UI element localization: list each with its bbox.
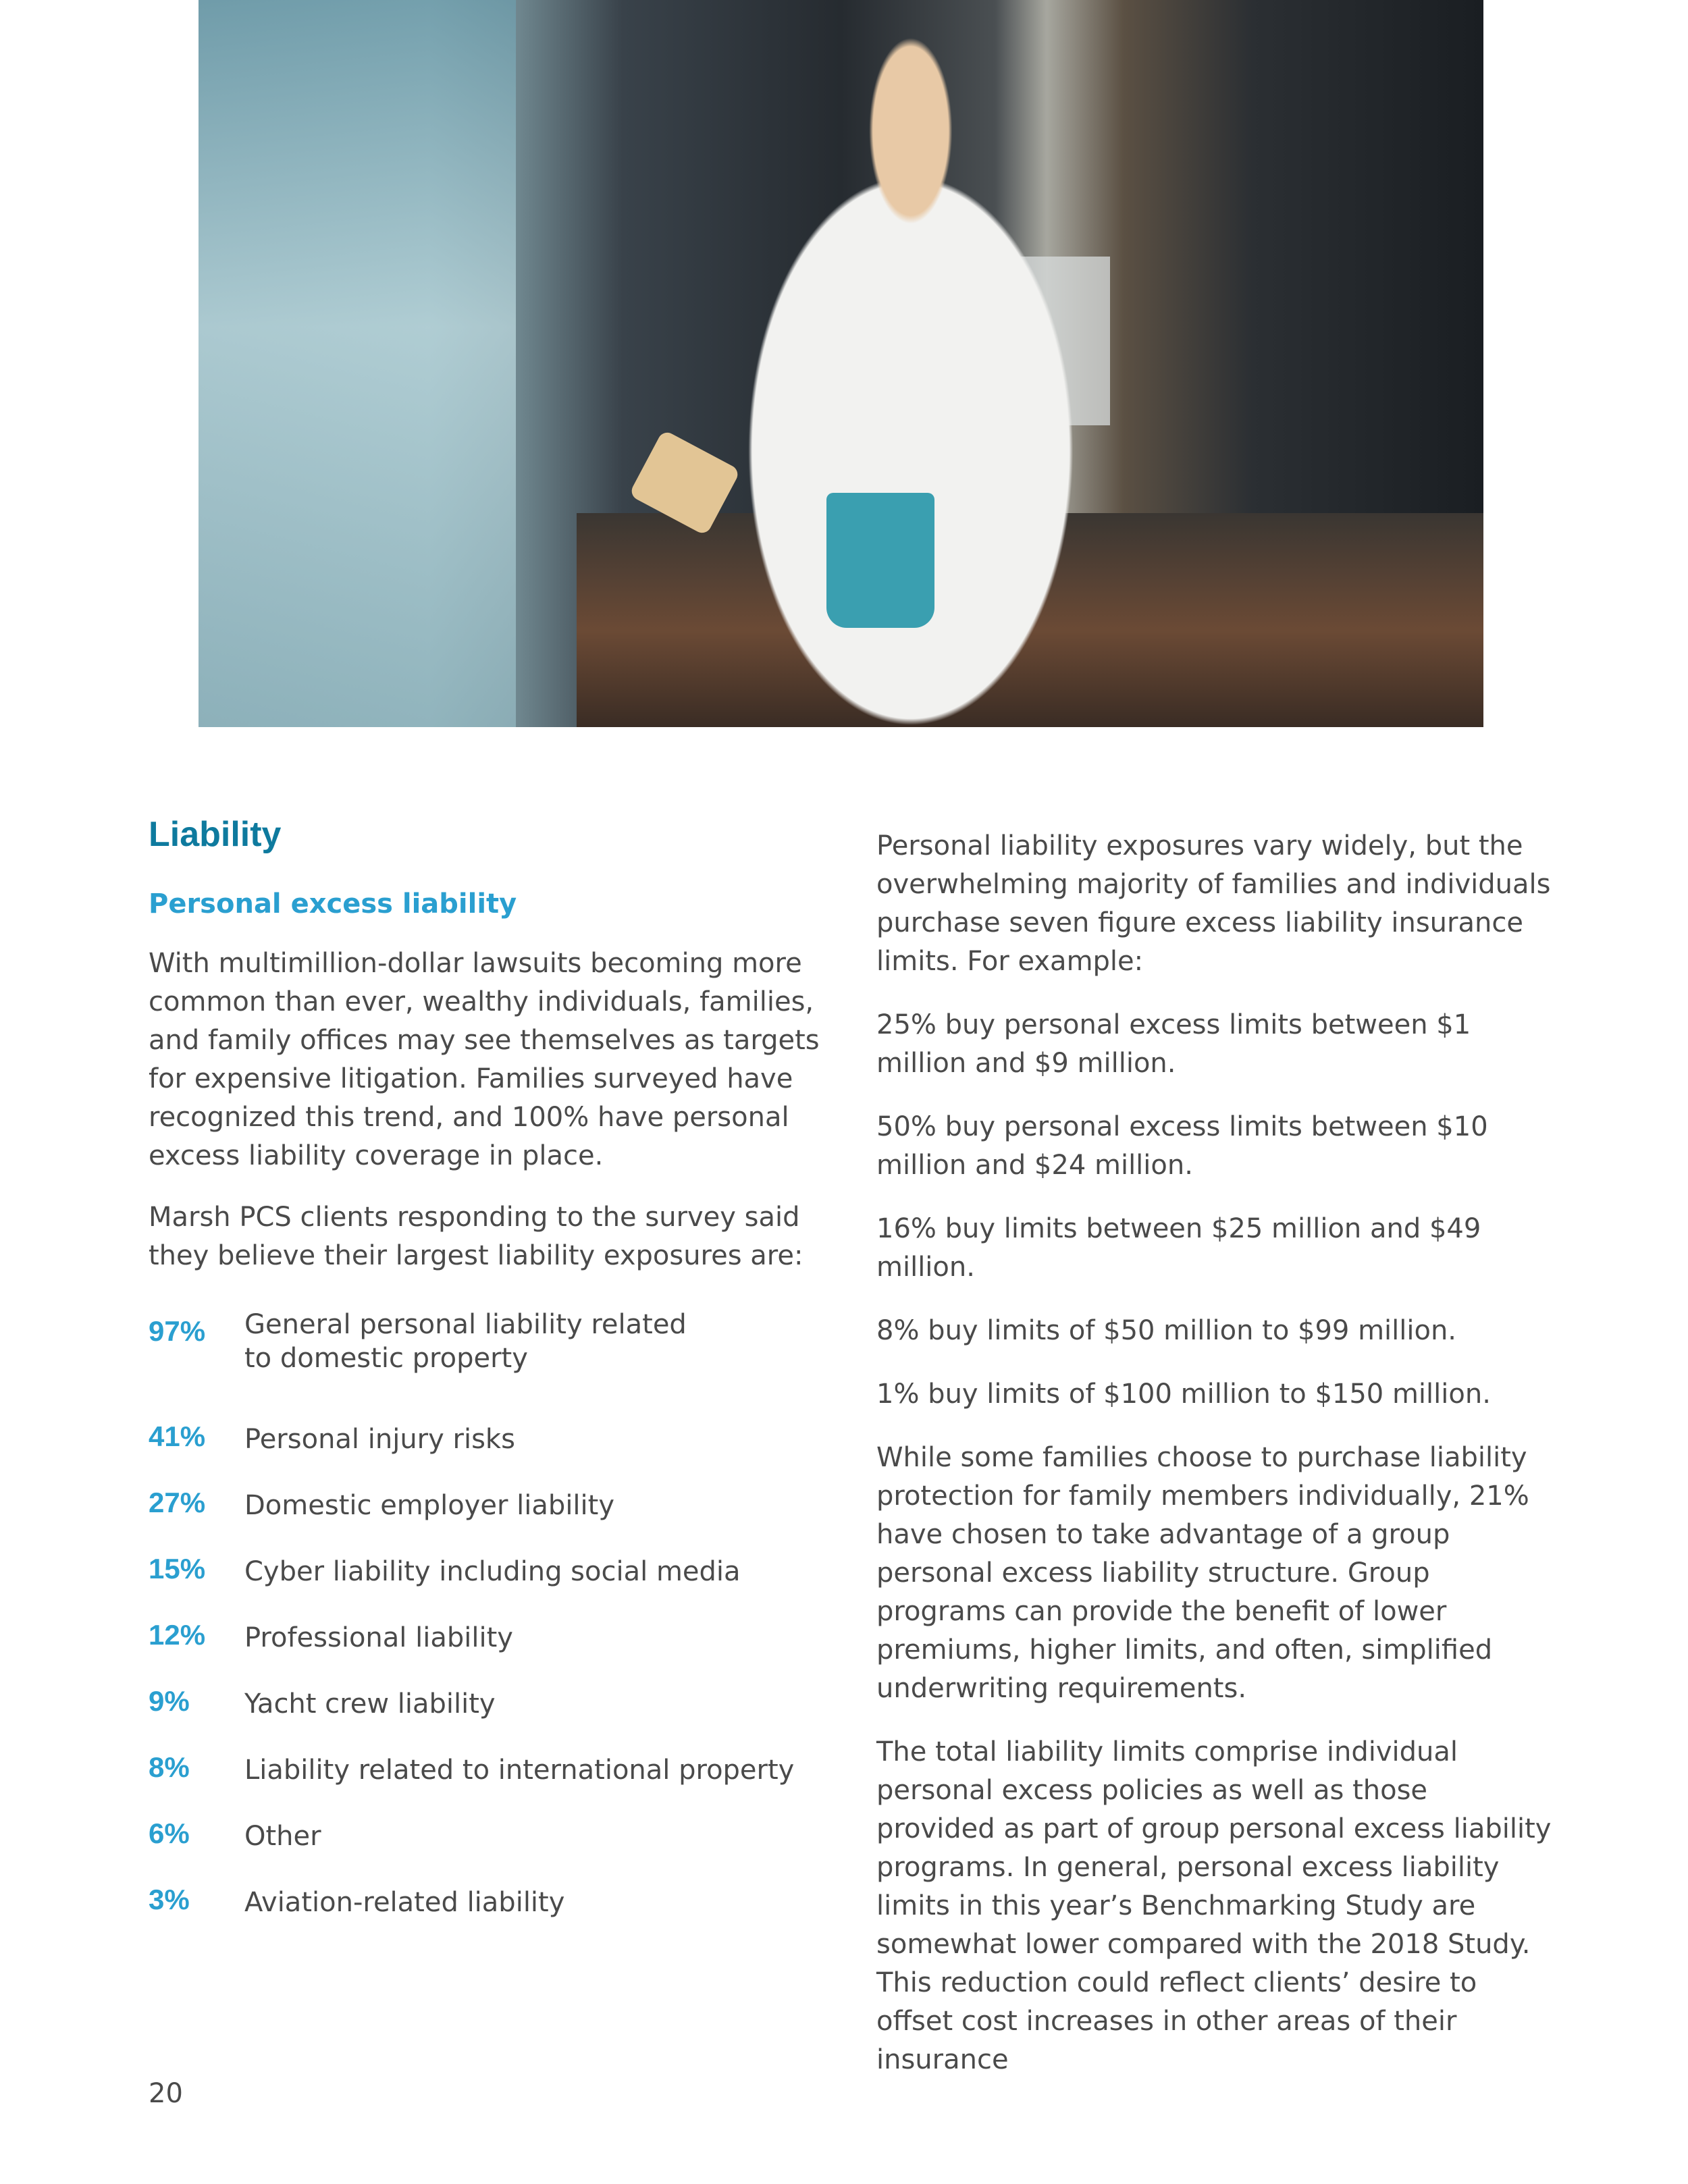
intro-paragraph: With multimillion-dollar lawsuits becoming more common than ever, wealthy individuals, families, and family offices may see themselves as targets for expensive litigation. Families surveyed have recognized this trend, and 100% have personal excess liability coverage in place. xyxy=(149,948,820,1172)
stat-label: Cyber liability including social media xyxy=(244,1556,741,1588)
limit-bracket-paragraph: 25% buy personal excess limits between $1 million and $9 million. xyxy=(876,1009,1471,1079)
stat-label: Aviation-related liability xyxy=(244,1887,565,1919)
limit-bracket-paragraph: 50% buy personal excess limits between $10 million and $24 million. xyxy=(876,1111,1488,1181)
survey-paragraph: Marsh PCS clients responding to the survey said they believe their largest liability exposures are: xyxy=(149,1202,803,1272)
hero-photo xyxy=(199,0,1483,727)
list-item xyxy=(149,1545,824,1612)
list-item xyxy=(149,1744,824,1810)
stat-percent: 41% xyxy=(149,1420,206,1453)
limit-bracket-paragraph: 1% buy limits of $100 million to $150 million. xyxy=(876,1379,1491,1410)
stat-percent: 12% xyxy=(149,1619,206,1651)
stat-label: Personal injury risks xyxy=(244,1424,515,1456)
page-number: 20 xyxy=(149,2078,183,2109)
limit-bracket-paragraph: 16% buy limits between $25 million and $49 million. xyxy=(876,1213,1481,1283)
stat-percent: 9% xyxy=(149,1685,190,1717)
exposure-list xyxy=(149,1308,824,1942)
stat-percent: 3% xyxy=(149,1884,190,1916)
stat-percent: 6% xyxy=(149,1817,190,1850)
stat-label: Professional liability xyxy=(244,1622,513,1654)
total-limits-paragraph: The total liability limits comprise individual personal excess policies as well as those provided as part of group personal excess liability programs. In general, personal excess liability limits in this year’s Benchmarking Study are somewhat lower compared with the 2018 Study. This reduction could reflect clients’ desire to offset cost increases in other areas of their insurance xyxy=(876,1736,1552,2075)
list-item xyxy=(149,1612,824,1678)
right-column xyxy=(876,827,1552,2079)
list-item xyxy=(149,1876,824,1942)
left-column xyxy=(149,814,824,1942)
list-item xyxy=(149,1413,824,1479)
stat-percent: 97% xyxy=(149,1315,206,1348)
mug-image xyxy=(826,493,934,628)
section-subheading: Personal excess liability xyxy=(149,888,517,920)
list-item xyxy=(149,1810,824,1876)
stat-label: Domestic employer liability xyxy=(244,1490,615,1522)
list-item xyxy=(149,1678,824,1744)
stat-label: Liability related to international property xyxy=(244,1755,795,1786)
stat-percent: 8% xyxy=(149,1751,190,1784)
glass-reflection xyxy=(199,0,516,727)
stat-label: Other xyxy=(244,1821,321,1853)
list-item xyxy=(149,1308,824,1413)
exposures-paragraph: Personal liability exposures vary widely, but the overwhelming majority of families and individuals purchase seven figure excess liability insurance limits. For example: xyxy=(876,830,1551,977)
stat-label: Yacht crew liability xyxy=(244,1688,496,1720)
stat-label: General personal liability related to domestic property xyxy=(244,1309,687,1375)
stat-percent: 15% xyxy=(149,1553,206,1585)
list-item xyxy=(149,1479,824,1545)
stat-percent: 27% xyxy=(149,1487,206,1519)
group-programs-paragraph: While some families choose to purchase liability protection for family members individually, 21% have chosen to take advantage of a group personal excess liability structure. Group programs can provide the benefit of lower premiums, higher limits, and often, simplified underwriting requirements. xyxy=(876,1442,1529,1704)
limit-bracket-paragraph: 8% buy limits of $50 million to $99 million. xyxy=(876,1315,1457,1346)
section-heading: Liability xyxy=(149,815,282,854)
